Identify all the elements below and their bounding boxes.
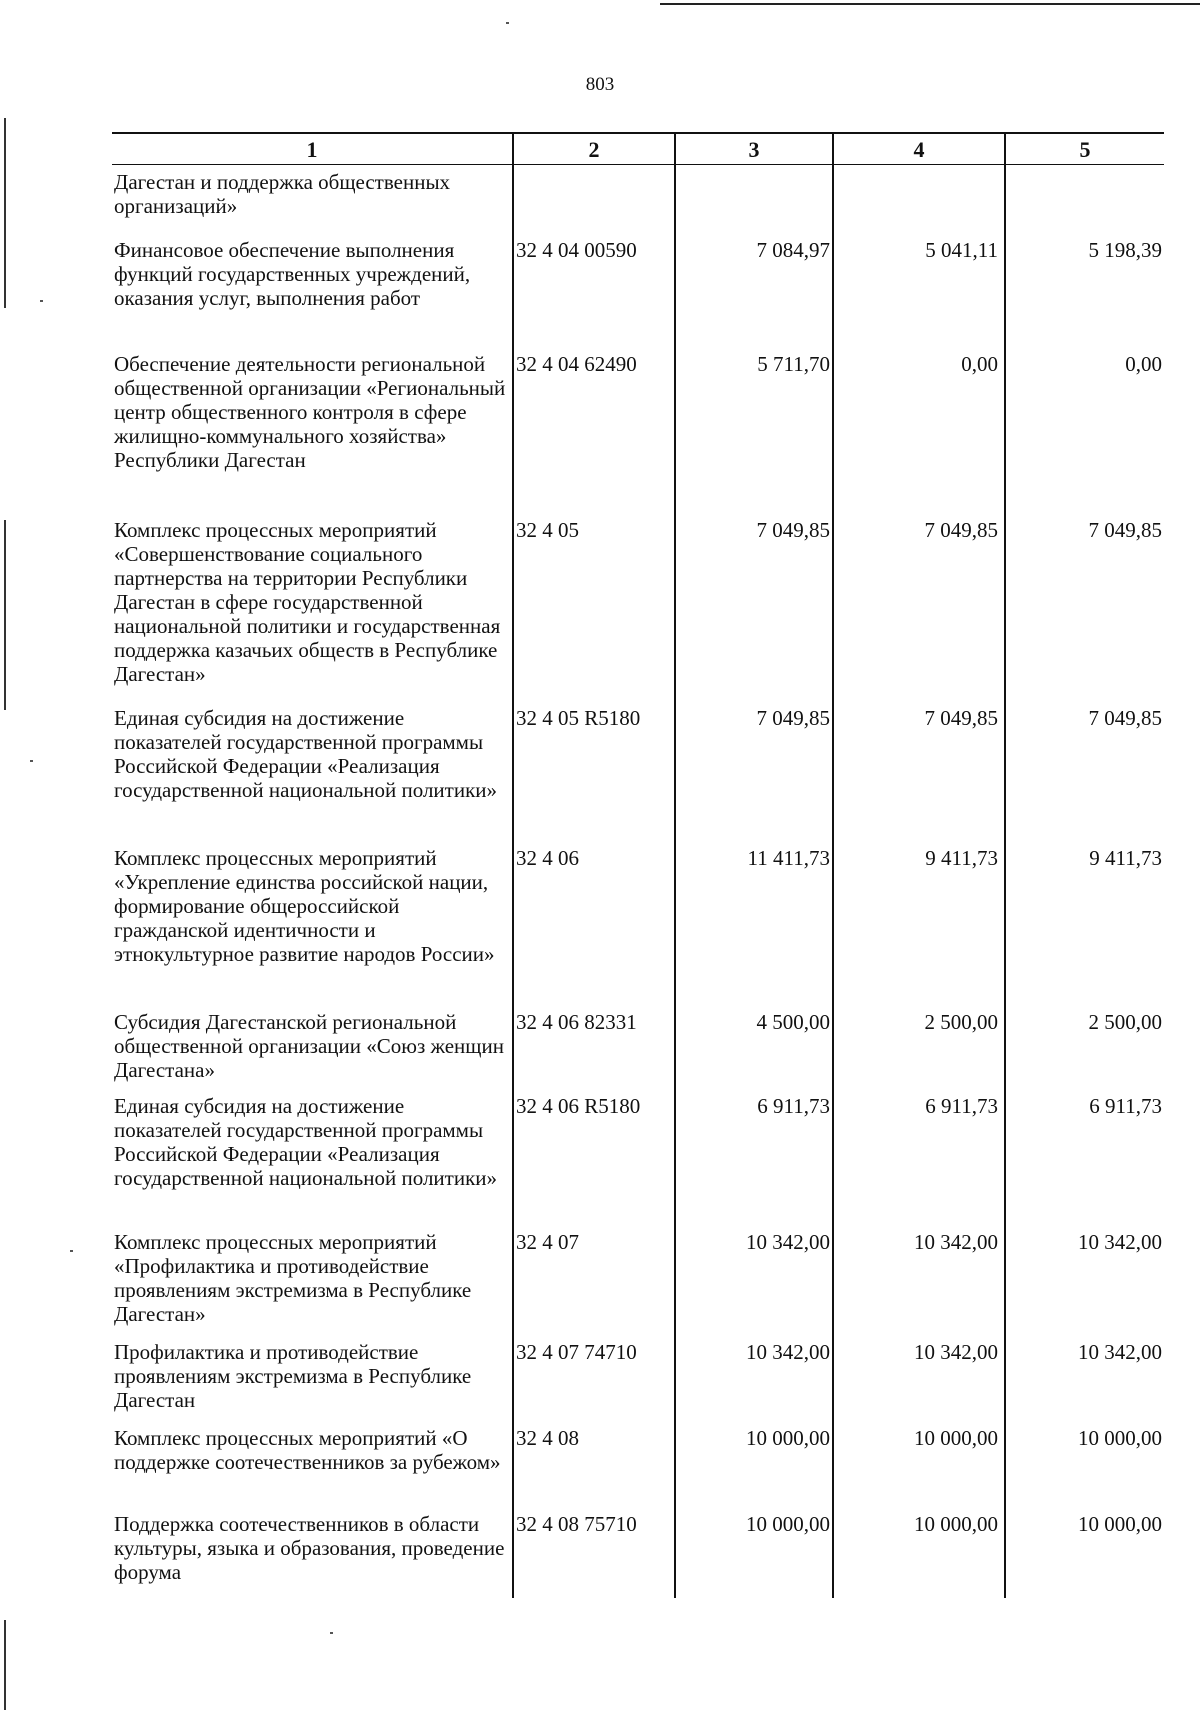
row-value-5: 6 911,73 — [1089, 1094, 1162, 1118]
row-value-5: 7 049,85 — [1088, 518, 1162, 542]
row-value-3: 7 049,85 — [756, 518, 830, 542]
scan-edge-left — [4, 520, 6, 710]
row-name: Субсидия Дагестанской региональной общественной организации «Союз женщин Дагестана» — [114, 1010, 504, 1082]
row-value-5: 0,00 — [1125, 352, 1162, 376]
row-value-3: 6 911,73 — [757, 1094, 830, 1118]
row-value-5: 7 049,85 — [1088, 706, 1162, 730]
row-value-4: 6 911,73 — [925, 1094, 998, 1118]
row-code: 32 4 08 — [516, 1426, 579, 1450]
row-name: Комплекс процессных мероприятий «Совершенствование социального партнерства на территории Республики Дагестан в сфере государственной национальной политики и государственная поддержка казачьих обществ в Республике Дагестан» — [114, 518, 501, 686]
row-value-3: 11 411,73 — [747, 846, 830, 870]
row-name: Комплекс процессных мероприятий «Профилактика и противодействие проявлениям экстремизма в Республике Дагестан» — [114, 1230, 472, 1326]
row-value-5: 5 198,39 — [1088, 238, 1162, 262]
scan-speck — [70, 1250, 73, 1252]
row-code: 32 4 06 — [516, 846, 579, 870]
row-value-4: 7 049,85 — [924, 518, 998, 542]
row-code: 32 4 05 R5180 — [516, 706, 641, 730]
row-value-5: 10 000,00 — [1078, 1512, 1162, 1536]
row-value-5: 9 411,73 — [1089, 846, 1162, 870]
row-value-3: 10 000,00 — [746, 1512, 830, 1536]
row-value-4: 5 041,11 — [925, 238, 998, 262]
row-code: 32 4 07 74710 — [516, 1340, 637, 1364]
row-value-5: 10 342,00 — [1078, 1340, 1162, 1364]
scan-speck — [330, 1632, 333, 1634]
row-value-3: 7 049,85 — [756, 706, 830, 730]
row-code: 32 4 04 62490 — [516, 352, 637, 376]
table-header-rule — [112, 164, 1164, 165]
budget-table — [112, 132, 1164, 1598]
scan-speck — [506, 22, 509, 24]
row-name: Поддержка соотечественников в области культуры, языка и образования, проведение форума — [114, 1512, 505, 1584]
row-value-3: 5 711,70 — [757, 352, 830, 376]
row-value-4: 0,00 — [961, 352, 998, 376]
scan-speck — [30, 760, 33, 762]
row-value-3: 10 342,00 — [746, 1230, 830, 1254]
row-value-3: 4 500,00 — [756, 1010, 830, 1034]
scan-speck — [40, 300, 43, 302]
row-name: Дагестан и поддержка общественных организаций» — [114, 170, 451, 218]
row-value-5: 10 342,00 — [1078, 1230, 1162, 1254]
row-value-3: 7 084,97 — [756, 238, 830, 262]
row-code: 32 4 06 R5180 — [516, 1094, 641, 1118]
scan-edge-left — [4, 1620, 6, 1710]
row-value-5: 2 500,00 — [1088, 1010, 1162, 1034]
column-header-5: 5 — [1079, 137, 1091, 162]
row-value-5: 10 000,00 — [1078, 1426, 1162, 1450]
column-header-1: 1 — [306, 137, 318, 162]
row-value-3: 10 000,00 — [746, 1426, 830, 1450]
row-name: Единая субсидия на достижение показателей государственной программы Российской Федерации «Реализация государственной национальной политики» — [114, 706, 498, 802]
row-value-4: 10 000,00 — [914, 1426, 998, 1450]
row-value-4: 9 411,73 — [925, 846, 998, 870]
table-top-rule — [112, 132, 1164, 134]
row-value-4: 2 500,00 — [924, 1010, 998, 1034]
scan-edge-top — [660, 3, 1200, 5]
row-code: 32 4 05 — [516, 518, 579, 542]
row-value-4: 10 000,00 — [914, 1512, 998, 1536]
row-name: Обеспечение деятельности региональной общественной организации «Региональный центр общественного контроля в сфере жилищно-коммунального хозяйства» Республики Дагестан — [114, 352, 506, 472]
row-value-4: 7 049,85 — [924, 706, 998, 730]
column-header-2: 2 — [588, 137, 600, 162]
row-name: Комплекс процессных мероприятий «Укрепление единства российской нации, формирование общероссийской гражданской идентичности и этнокультурное развитие народов России» — [114, 846, 495, 966]
row-code: 32 4 06 82331 — [516, 1010, 637, 1034]
column-header-4: 4 — [913, 137, 925, 162]
column-header-3: 3 — [748, 137, 760, 162]
row-code: 32 4 07 — [516, 1230, 579, 1254]
row-name: Профилактика и противодействие проявлениям экстремизма в Республике Дагестан — [114, 1340, 472, 1412]
row-code: 32 4 08 75710 — [516, 1512, 637, 1536]
row-name: Финансовое обеспечение выполнения функций государственных учреждений, оказания услуг, выполнения работ — [114, 238, 471, 310]
column-divider — [1004, 132, 1006, 1598]
scan-edge-left — [4, 118, 6, 308]
row-value-4: 10 342,00 — [914, 1340, 998, 1364]
row-value-4: 10 342,00 — [914, 1230, 998, 1254]
column-divider — [674, 132, 676, 1598]
row-code: 32 4 04 00590 — [516, 238, 637, 262]
row-name: Единая субсидия на достижение показателей государственной программы Российской Федерации «Реализация государственной национальной политики» — [114, 1094, 498, 1190]
row-value-3: 10 342,00 — [746, 1340, 830, 1364]
row-name: Комплекс процессных мероприятий «О поддержке соотечественников за рубежом» — [114, 1426, 501, 1474]
page-number: 803 — [585, 74, 615, 95]
